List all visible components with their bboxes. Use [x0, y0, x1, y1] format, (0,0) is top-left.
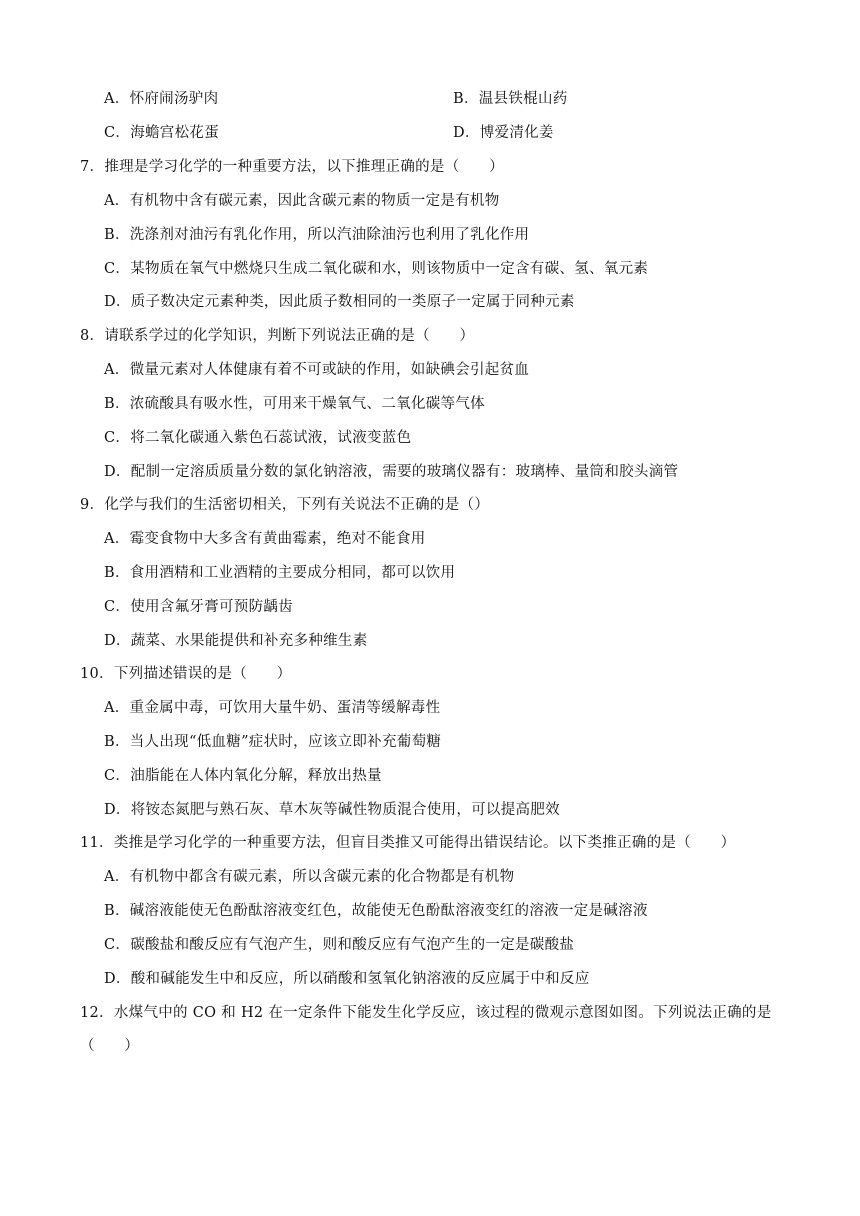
- q11-option-c: C．碳酸盐和酸反应有气泡产生，则和酸反应有气泡产生的一定是碳酸盐: [104, 937, 575, 953]
- q8-option-d: D．配制一定溶质质量分数的氯化钠溶液，需要的玻璃仪器有：玻璃棒、量筒和胶头滴管: [104, 464, 679, 480]
- q6-option-d: D．博爱清化姜: [453, 125, 554, 141]
- q8-option-c: C．将二氧化碳通入紫色石蕊试液，试液变蓝色: [104, 430, 412, 446]
- q8-option-b: B．浓硫酸具有吸水性，可用来干燥氧气、二氧化碳等气体: [104, 396, 485, 412]
- q9-option-a: A．霉变食物中大多含有黄曲霉素，绝对不能食用: [104, 531, 426, 547]
- q8-option-a: A．微量元素对人体健康有着不可或缺的作用，如缺碘会引起贫血: [104, 362, 530, 378]
- q11-stem: 11．类推是学习化学的一种重要方法，但盲目类推又可能得出错误结论。以下类推正确的是（ ）: [80, 835, 736, 851]
- q8-stem: 8．请联系学过的化学知识，判断下列说法正确的是（ ）: [80, 328, 475, 344]
- q12-stem: 12．水煤气中的 CO 和 H2 在一定条件下能发生化学反应，该过程的微观示意图如图。下列说法正确的是: [80, 1005, 772, 1021]
- q7-option-a: A．有机物中含有碳元素，因此含碳元素的物质一定是有机物: [104, 193, 500, 209]
- q7-option-b: B．洗涤剂对油污有乳化作用，所以汽油除油污也利用了乳化作用: [104, 227, 530, 243]
- q6-option-c: C．海蟾宫松花蛋: [104, 125, 219, 141]
- q9-option-b: B．食用酒精和工业酒精的主要成分相同，都可以饮用: [104, 565, 456, 581]
- q7-option-c: C．某物质在氧气中燃烧只生成二氧化碳和水，则该物质中一定含有碳、氢、氧元素: [104, 261, 649, 277]
- q11-option-d: D．酸和碱能发生中和反应，所以硝酸和氢氧化钠溶液的反应属于中和反应: [104, 971, 590, 987]
- q10-option-d: D．将铵态氮肥与熟石灰、草木灰等碱性物质混合使用，可以提高肥效: [104, 802, 560, 818]
- q9-stem: 9．化学与我们的生活密切相关，下列有关说法不正确的是（）: [80, 497, 490, 513]
- q9-option-d: D．蔬菜、水果能提供和补充多种维生素: [104, 633, 368, 649]
- q10-option-b: B．当人出现“低血糖”症状时，应该立即补充葡萄糖: [104, 734, 442, 750]
- q10-option-c: C．油脂能在人体内氧化分解，释放出热量: [104, 768, 382, 784]
- q6-option-b: B．温县铁棍山药: [453, 91, 568, 107]
- q11-option-a: A．有机物中都含有碳元素，所以含碳元素的化合物都是有机物: [104, 869, 515, 885]
- q7-stem: 7．推理是学习化学的一种重要方法，以下推理正确的是（ ）: [80, 159, 504, 175]
- q6-option-a: A．怀府闹汤驴肉: [104, 91, 219, 107]
- q12-answer-paren: （ ）: [80, 1038, 140, 1054]
- q10-stem: 10．下列描述错误的是（ ）: [80, 666, 292, 682]
- q7-option-d: D．质子数决定元素种类，因此质子数相同的一类原子一定属于同种元素: [104, 294, 575, 310]
- q10-option-a: A．重金属中毒，可饮用大量牛奶、蛋清等缓解毒性: [104, 700, 441, 716]
- q11-option-b: B．碱溶液能使无色酚酞溶液变红色，故能使无色酚酞溶液变红的溶液一定是碱溶液: [104, 903, 648, 919]
- q9-option-c: C．使用含氟牙膏可预防龋齿: [104, 599, 293, 615]
